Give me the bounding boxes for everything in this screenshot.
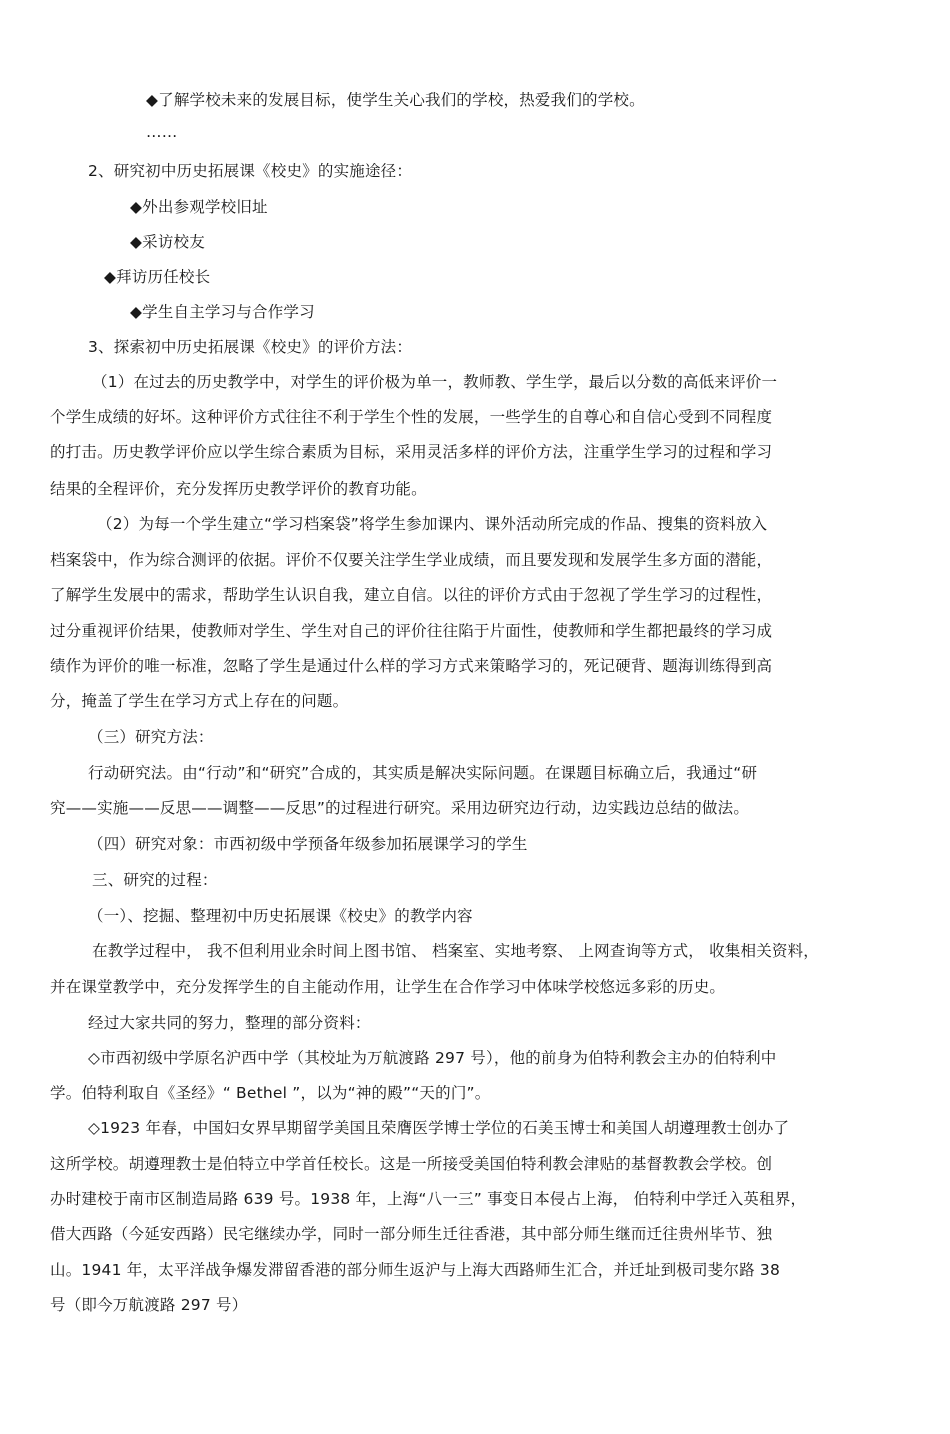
paragraph-1-line-4: 结果的全程评价，充分发挥历史教学评价的教育功能。 <box>50 480 427 498</box>
paragraph-2-line-5: 绩作为评价的唯一标准，忽略了学生是通过什么样的学习方式来策略学习的，死记硬背、题海训练得到高 <box>50 657 773 675</box>
heading-evaluation-methods: 3、探索初中历史拓展课《校史》的评价方法： <box>88 338 413 356</box>
bullet-self-cooperative-learning: ◆学生自主学习与合作学习 <box>130 303 315 321</box>
bullet-school-future-goal: ◆了解学校未来的发展目标，使学生关心我们的学校，热爱我们的学校。 <box>146 91 645 109</box>
paragraph-teaching-line-1: 在教学过程中， 我不但利用业余时间上图书馆、 档案室、实地考察、 上网查询等方式， 收集相关资料， <box>92 942 820 960</box>
paragraph-school-origin-line-2: 学。伯特利取自《圣经》“ Bethel ”，以为“神的殿”“天的门”。 <box>50 1084 491 1102</box>
paragraph-1-line-1: （1）在过去的历史教学中，对学生的评价极为单一，教师教、学生学，最后以分数的高低来评价一 <box>92 373 778 391</box>
paragraph-action-research-line-2: 究——实施——反思——调整——反思”的过程进行研究。采用边研究边行动，边实践边总结的做法。 <box>50 799 750 817</box>
heading-research-process: 三、研究的过程： <box>92 871 218 889</box>
paragraph-history-line-6: 号（即今万航渡路 297 号） <box>50 1296 248 1314</box>
heading-mining-content: （一）、挖掘、整理初中历史拓展课《校史》的教学内容 <box>88 907 473 925</box>
heading-research-method: （三）研究方法： <box>88 728 214 746</box>
bullet-visit-old-site: ◆外出参观学校旧址 <box>130 198 268 216</box>
paragraph-2-line-3: 了解学生发展中的需求，帮助学生认识自我，建立自信。以往的评价方式由于忽视了学生学习的过程性， <box>50 586 773 604</box>
bullet-visit-principals: ◆拜访历任校长 <box>104 268 211 286</box>
paragraph-history-line-4: 借大西路（今延安西路）民宅继续办学，同时一部分师生迁往香港，其中部分师生继而迁往贵州毕节、独 <box>50 1225 773 1243</box>
heading-research-subject: （四）研究对象：市西初级中学预备年级参加拓展课学习的学生 <box>88 835 528 853</box>
paragraph-1-line-3: 的打击。历史教学评价应以学生综合素质为目标，采用灵活多样的评价方法，注重学生学习的过程和学习 <box>50 443 773 461</box>
heading-implementation-paths: 2、研究初中历史拓展课《校史》的实施途径： <box>88 162 413 180</box>
paragraph-2-line-1: （2）为每一个学生建立“学习档案袋”将学生参加课内、课外活动所完成的作品、搜集的资料放入 <box>97 515 768 533</box>
paragraph-history-line-2: 这所学校。胡遵理教士是伯特立中学首任校长。这是一所接受美国伯特利教会津贴的基督教教会学校。创 <box>50 1155 773 1173</box>
ellipsis-line: …… <box>146 123 178 141</box>
paragraph-history-line-5: 山。1941 年，太平洋战争爆发滞留香港的部分师生返沪与上海大西路师生汇合，并迁址到极司斐尔路 38 <box>50 1261 781 1279</box>
paragraph-2-line-6: 分，掩盖了学生在学习方式上存在的问题。 <box>50 692 349 710</box>
bullet-interview-alumni: ◆采访校友 <box>130 233 205 251</box>
paragraph-history-line-3: 办时建校于南市区制造局路 639 号。1938 年，上海“八一三” 事变日本侵占上海， 伯特利中学迁入英租界， <box>50 1190 807 1208</box>
paragraph-2-line-4: 过分重视评价结果，使教师对学生、学生对自己的评价往往陷于片面性，使教师和学生都把最终的学习成 <box>50 622 773 640</box>
paragraph-teaching-line-2: 并在课堂教学中，充分发挥学生的自主能动作用，让学生在合作学习中体味学校悠远多彩的历史。 <box>50 978 726 996</box>
paragraph-action-research-line-1: 行动研究法。由“行动”和“研究”合成的，其实质是解决实际问题。在课题目标确立后，我通过“研 <box>88 764 758 782</box>
paragraph-1-line-2: 个学生成绩的好坏。这种评价方式往往不利于学生个性的发展，一些学生的自尊心和自信心受到不同程度 <box>50 408 773 426</box>
paragraph-2-line-2: 档案袋中，作为综合测评的依据。评价不仅要关注学生学业成绩，而且要发现和发展学生多方面的潜能， <box>50 551 773 569</box>
paragraph-history-line-1: ◇1923 年春，中国妇女界早期留学美国且荣膺医学博士学位的石美玉博士和美国人胡遵理教士创办了 <box>88 1119 790 1137</box>
paragraph-collected-materials: 经过大家共同的努力，整理的部分资料： <box>88 1014 371 1032</box>
paragraph-school-origin-line-1: ◇市西初级中学原名沪西中学（其校址为万航渡路 297 号），他的前身为伯特利教会主办的伯特利中 <box>88 1049 777 1067</box>
